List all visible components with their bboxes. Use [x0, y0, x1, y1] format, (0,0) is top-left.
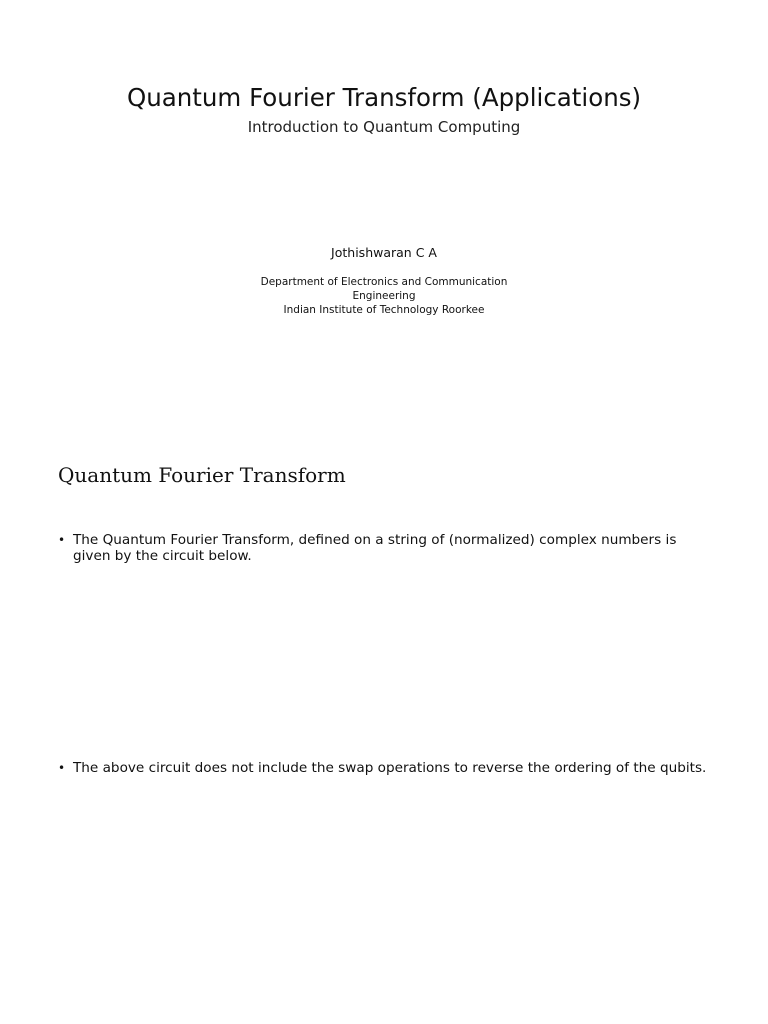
- author-name: Jothishwaran C A: [331, 245, 437, 260]
- bullet-marker: •: [58, 761, 66, 775]
- bullet-text: The above circuit does not include the swap operations to reverse the ordering of the qubits.: [73, 760, 707, 776]
- bullet-item: [58, 761, 718, 777]
- section-heading: Quantum Fourier Transform: [58, 463, 346, 487]
- bullet-marker: •: [58, 533, 66, 547]
- bullet-item: [58, 533, 718, 564]
- affiliation-line-1: Department of Electronics and Communication: [260, 276, 508, 288]
- slide-title: Quantum Fourier Transform (Applications): [126, 83, 642, 112]
- slide-subtitle: Introduction to Quantum Computing: [247, 118, 521, 136]
- affiliation: [0, 276, 768, 317]
- affiliation-line-2: Engineering: [352, 289, 416, 302]
- affiliation-line-3: Indian Institute of Technology Roorkee: [283, 303, 485, 316]
- bullet-text: The Quantum Fourier Transform, defined on a string of (normalized) complex numbers is given by the circuit below.: [73, 532, 677, 564]
